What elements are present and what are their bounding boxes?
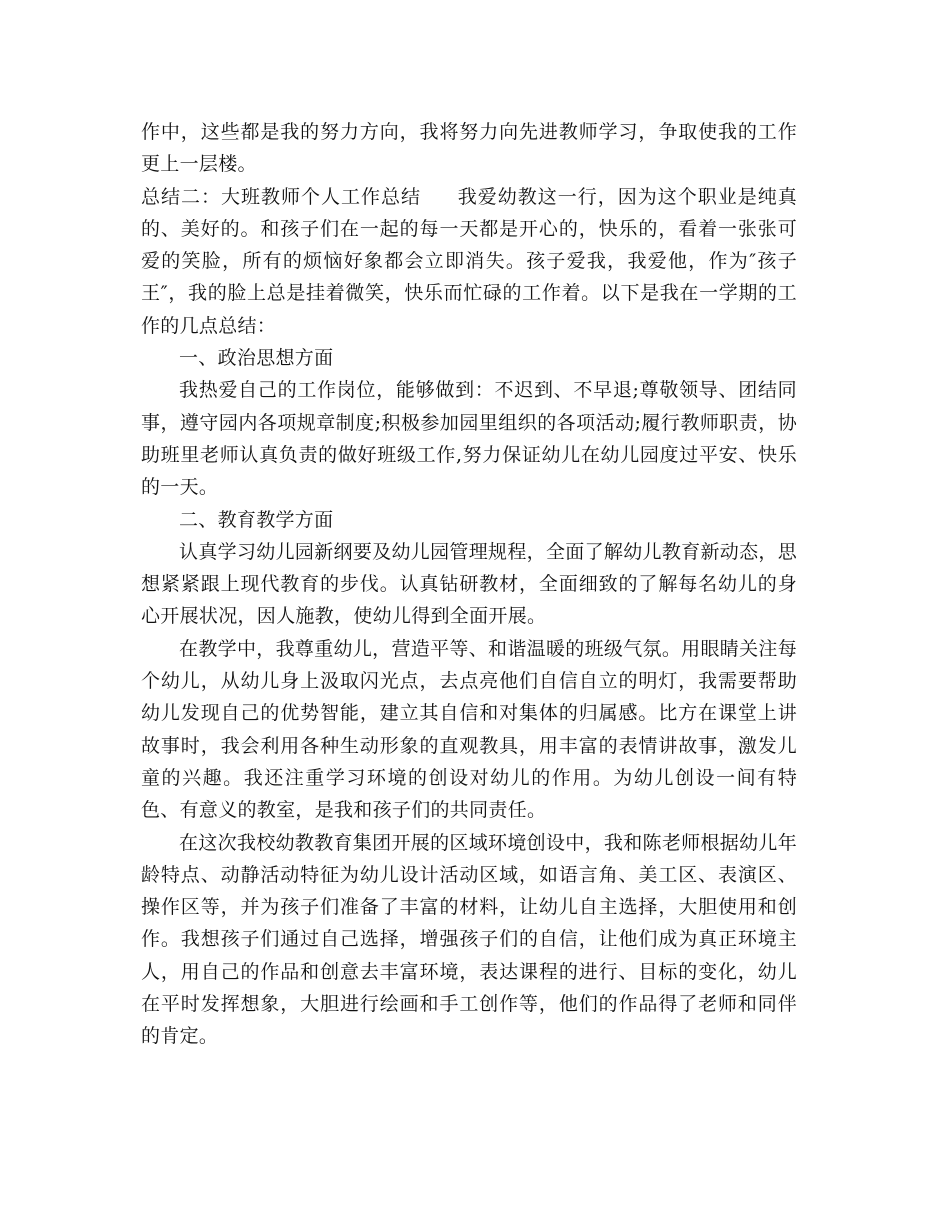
paragraph-intro-text: 我爱幼教这一行，因为这个职业是纯真的、美好的。和孩子们在一起的每一天都是开心的，快乐的，看着一张张可爱的笑脸，所有的烦恼好象都会立即消失。孩子爱我，我爱他，作为″孩子王″，我的脸上总是挂着微笑，快乐而忙碌的工作着。以下是我在一学期的工作的几点总结： [141, 185, 797, 337]
heading-education-teaching: 二、教育教学方面 [179, 508, 334, 531]
paragraph-teaching: 在教学中，我尊重幼儿，营造平等、和谐温暖的班级气氛。用眼睛关注每个幼儿，从幼儿身上汲取闪光点，去点亮他们自信自立的明灯，我需要帮助幼儿发现自己的优势智能，建立其自信和对集体的归属感。比方在课堂上讲故事时，我会利用各种生动形象的直观教具，用丰富的表情讲故事，激发儿童的兴趣。我还注重学习环境的创设对幼儿的作用。为幼儿创设一间有特色、有意义的教室，是我和孩子们的共同责任。 [141, 637, 797, 822]
heading-political-thought: 一、政治思想方面 [179, 347, 334, 370]
paragraph-study: 认真学习幼儿园新纲要及幼儿园管理规程，全面了解幼儿教育新动态，思想紧紧跟上现代教育的步伐。认真钻研教材，全面细致的了解每名幼儿的身心开展状况，因人施教，使幼儿得到全面开展。 [141, 540, 797, 628]
document-body [141, 116, 797, 1053]
paragraph-continuation: 作中，这些都是我的努力方向，我将努力向先进教师学习，争取使我的工作更上一层楼。 [141, 121, 797, 176]
paragraph-environment: 在这次我校幼教教育集团开展的区域环境创设中，我和陈老师根据幼儿年龄特点、动静活动特征为幼儿设计活动区域，如语言角、美工区、表演区、操作区等，并为孩子们准备了丰富的材料，让幼儿自主选择，大胆使用和创作。我想孩子们通过自己选择，增强孩子们的自信，让他们成为真正环境主人，用自己的作品和创意去丰富环境，表达课程的进行、目标的变化，幼儿在平时发挥想象，大胆进行绘画和手工创作等，他们的作品得了老师和同伴的肯定。 [141, 831, 797, 1048]
section-title: 总结二：大班教师个人工作总结 [141, 185, 421, 208]
paragraph-political-thought: 我热爱自己的工作岗位，能够做到：不迟到、不早退;尊敬领导、团结同事，遵守园内各项规章制度;积极参加园里组织的各项活动;履行教师职责，协助班里老师认真负责的做好班级工作,努力保证幼儿在幼儿园度过平安、快乐的一天。 [141, 379, 797, 499]
paragraph-summary-two [141, 181, 797, 342]
